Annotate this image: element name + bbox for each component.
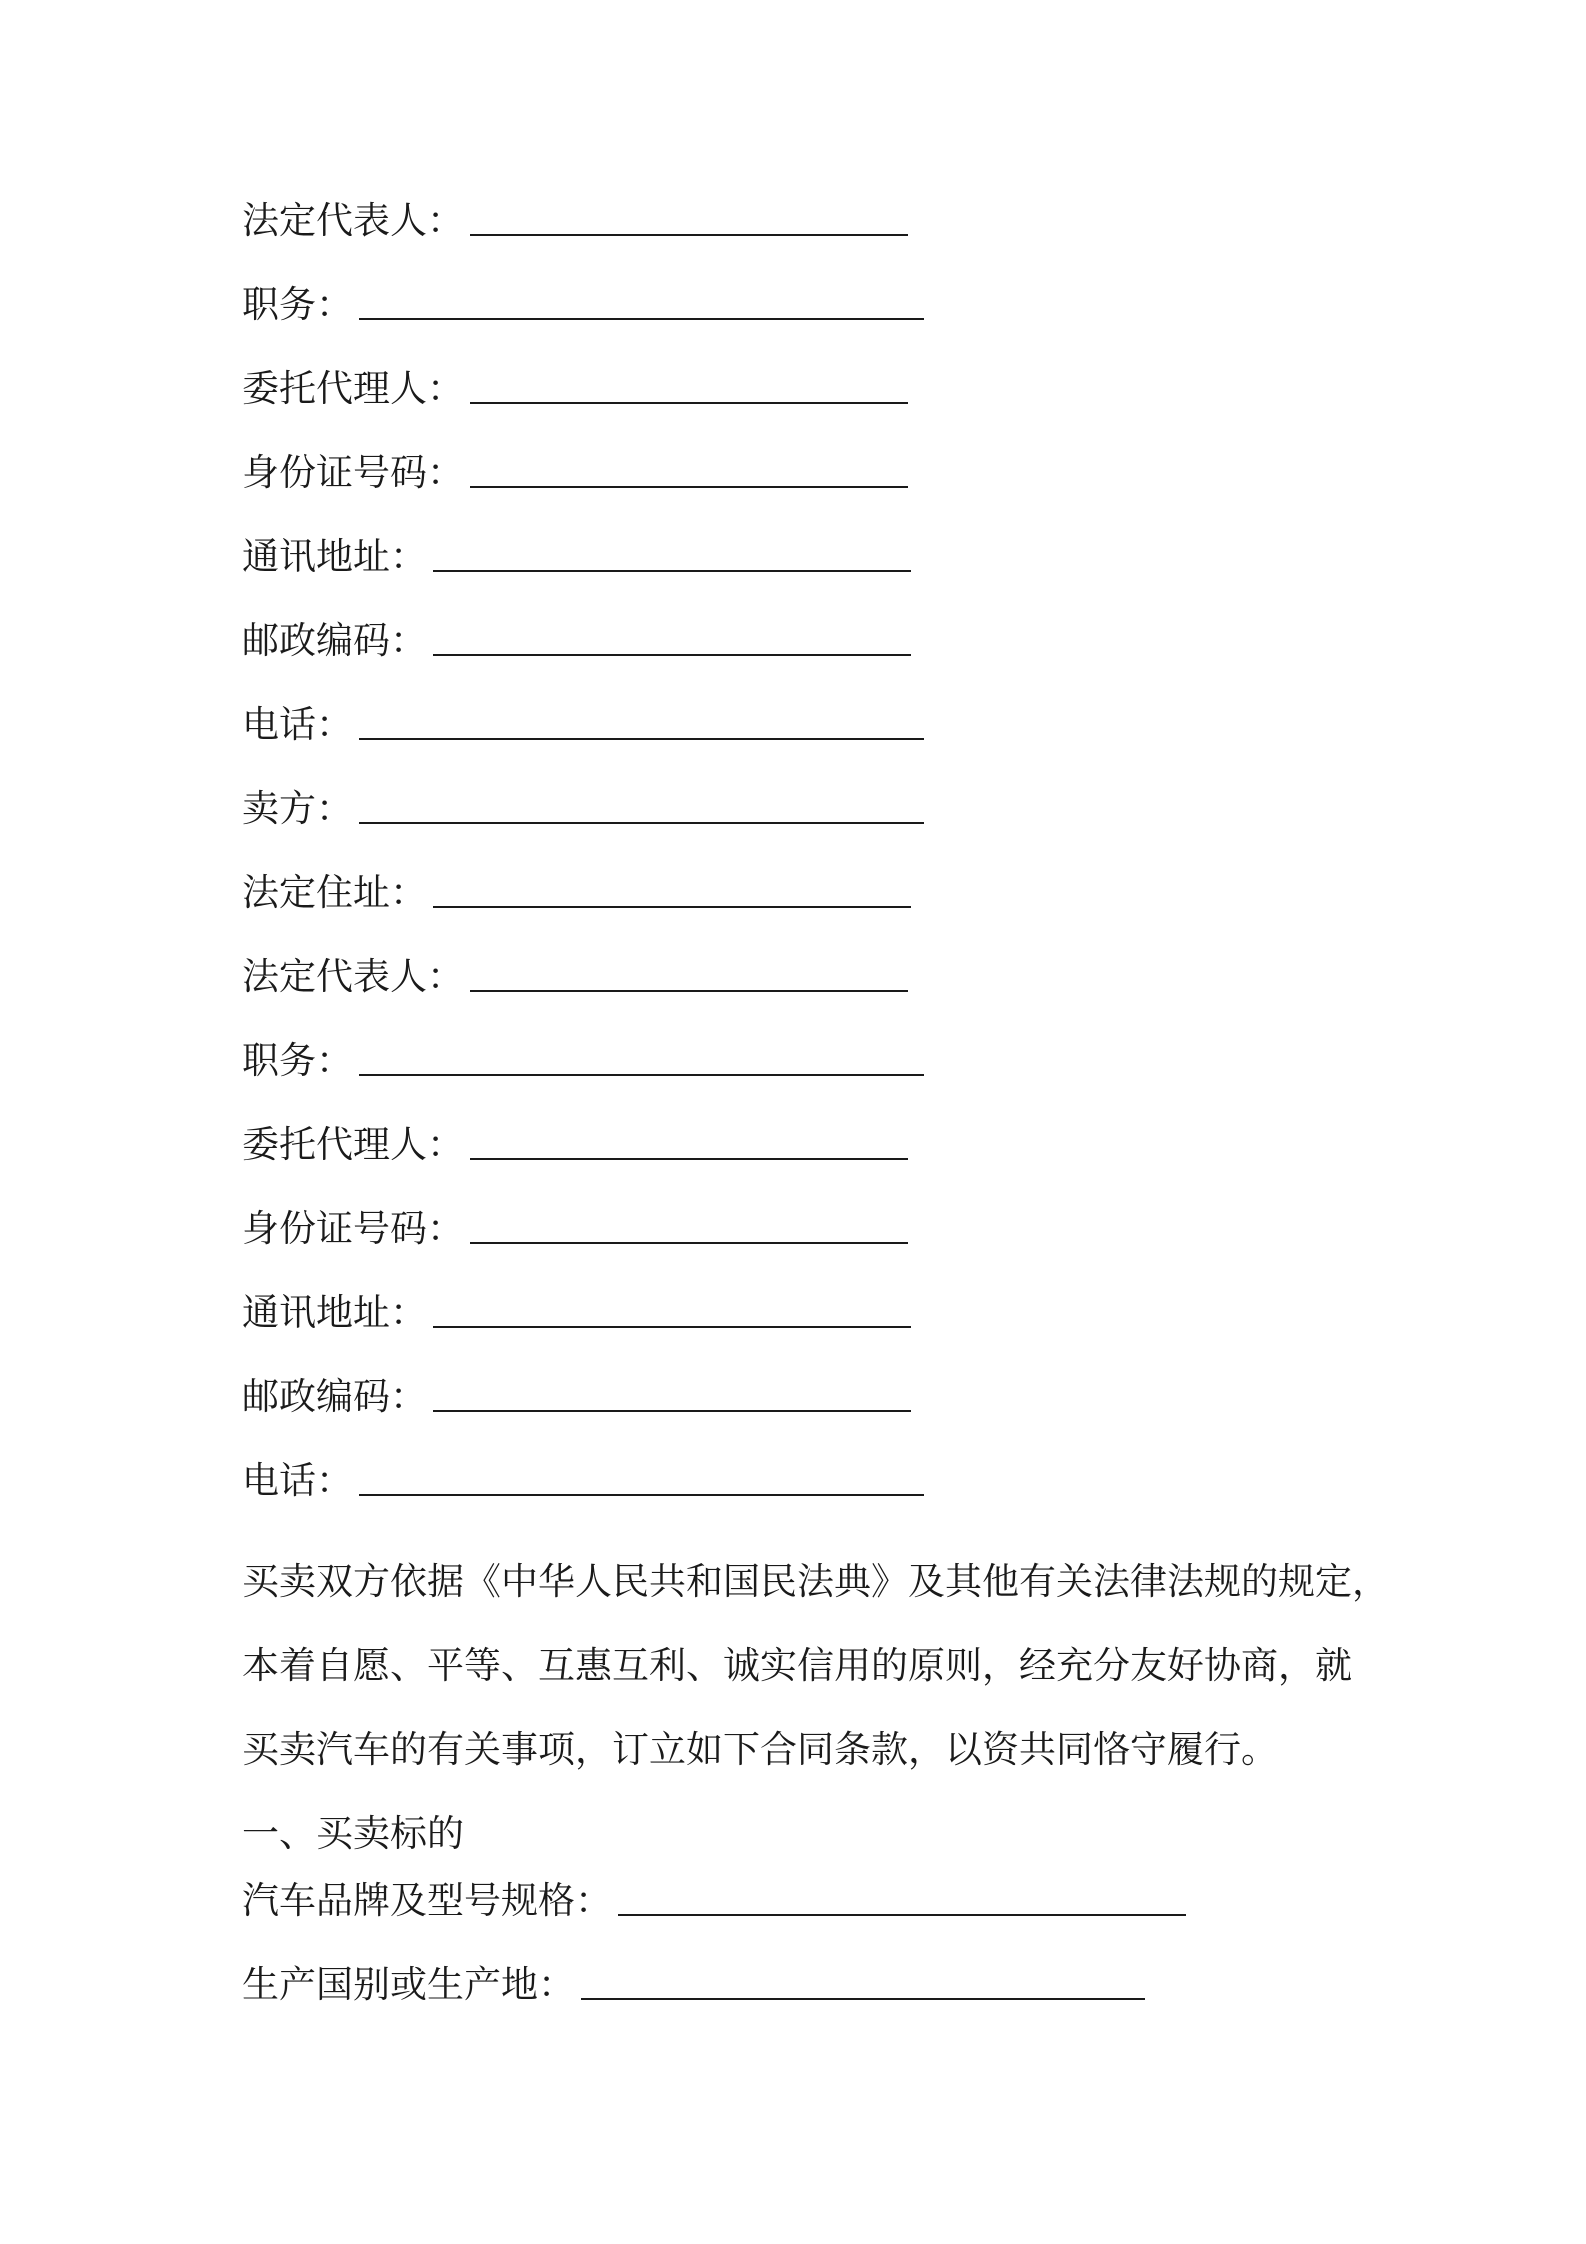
- field-label: 通讯地址：: [242, 1291, 427, 1334]
- field-production-origin: [242, 1960, 1392, 2044]
- blank-line: [433, 1288, 911, 1328]
- field-label: 电话：: [242, 1459, 353, 1502]
- blank-line: [470, 364, 908, 404]
- field-position-seller: [242, 1036, 1392, 1120]
- field-address-buyer: [242, 532, 1392, 616]
- blank-line: [470, 448, 908, 488]
- field-label: 法定住址：: [242, 871, 427, 914]
- blank-line: [359, 1456, 924, 1496]
- field-label: 法定代表人：: [242, 199, 464, 242]
- blank-line: [470, 952, 908, 992]
- field-legal-address-seller: [242, 868, 1392, 952]
- field-label: 生产国别或生产地：: [242, 1963, 575, 2006]
- field-label: 职务：: [242, 283, 353, 326]
- field-label: 电话：: [242, 703, 353, 746]
- blank-line: [359, 280, 924, 320]
- field-label: 委托代理人：: [242, 367, 464, 410]
- intro-line: 本着自愿、平等、互惠互利、诚实信用的原则，经充分友好协商，就: [242, 1644, 1352, 1687]
- intro-paragraph: [242, 1540, 1392, 1792]
- blank-line: [433, 868, 911, 908]
- field-label: 委托代理人：: [242, 1123, 464, 1166]
- intro-line: 买卖双方依据《中华人民共和国民法典》及其他有关法律法规的规定，: [242, 1560, 1389, 1603]
- blank-line: [433, 616, 911, 656]
- blank-line: [470, 1120, 908, 1160]
- blank-line: [470, 1204, 908, 1244]
- section-heading: 一、买卖标的: [242, 1812, 464, 1855]
- field-agent-buyer: [242, 364, 1392, 448]
- blank-line: [359, 700, 924, 740]
- field-label: 汽车品牌及型号规格：: [242, 1879, 612, 1922]
- field-postcode-seller: [242, 1372, 1392, 1456]
- field-agent-seller: [242, 1120, 1392, 1204]
- blank-line: [470, 196, 908, 236]
- blank-line: [581, 1960, 1145, 2000]
- intro-line: 买卖汽车的有关事项，订立如下合同条款，以资共同恪守履行。: [242, 1728, 1278, 1771]
- field-label: 邮政编码：: [242, 1375, 427, 1418]
- field-legal-representative-buyer: [242, 196, 1392, 280]
- field-label: 身份证号码：: [242, 1207, 464, 1250]
- blank-line: [433, 532, 911, 572]
- field-postcode-buyer: [242, 616, 1392, 700]
- field-label: 邮政编码：: [242, 619, 427, 662]
- field-address-seller: [242, 1288, 1392, 1372]
- field-position-buyer: [242, 280, 1392, 364]
- contract-content: [242, 196, 1392, 2044]
- field-label: 法定代表人：: [242, 955, 464, 998]
- blank-line: [359, 1036, 924, 1076]
- field-seller: [242, 784, 1392, 868]
- field-label: 卖方：: [242, 787, 353, 830]
- field-vehicle-brand-model: [242, 1876, 1392, 1960]
- field-label: 通讯地址：: [242, 535, 427, 578]
- blank-line: [433, 1372, 911, 1412]
- field-id-number-seller: [242, 1204, 1392, 1288]
- field-legal-representative-seller: [242, 952, 1392, 1036]
- blank-line: [618, 1876, 1186, 1916]
- field-label: 职务：: [242, 1039, 353, 1082]
- field-phone-seller: [242, 1456, 1392, 1540]
- field-id-number-buyer: [242, 448, 1392, 532]
- blank-line: [359, 784, 924, 824]
- field-label: 身份证号码：: [242, 451, 464, 494]
- field-phone-buyer: [242, 700, 1392, 784]
